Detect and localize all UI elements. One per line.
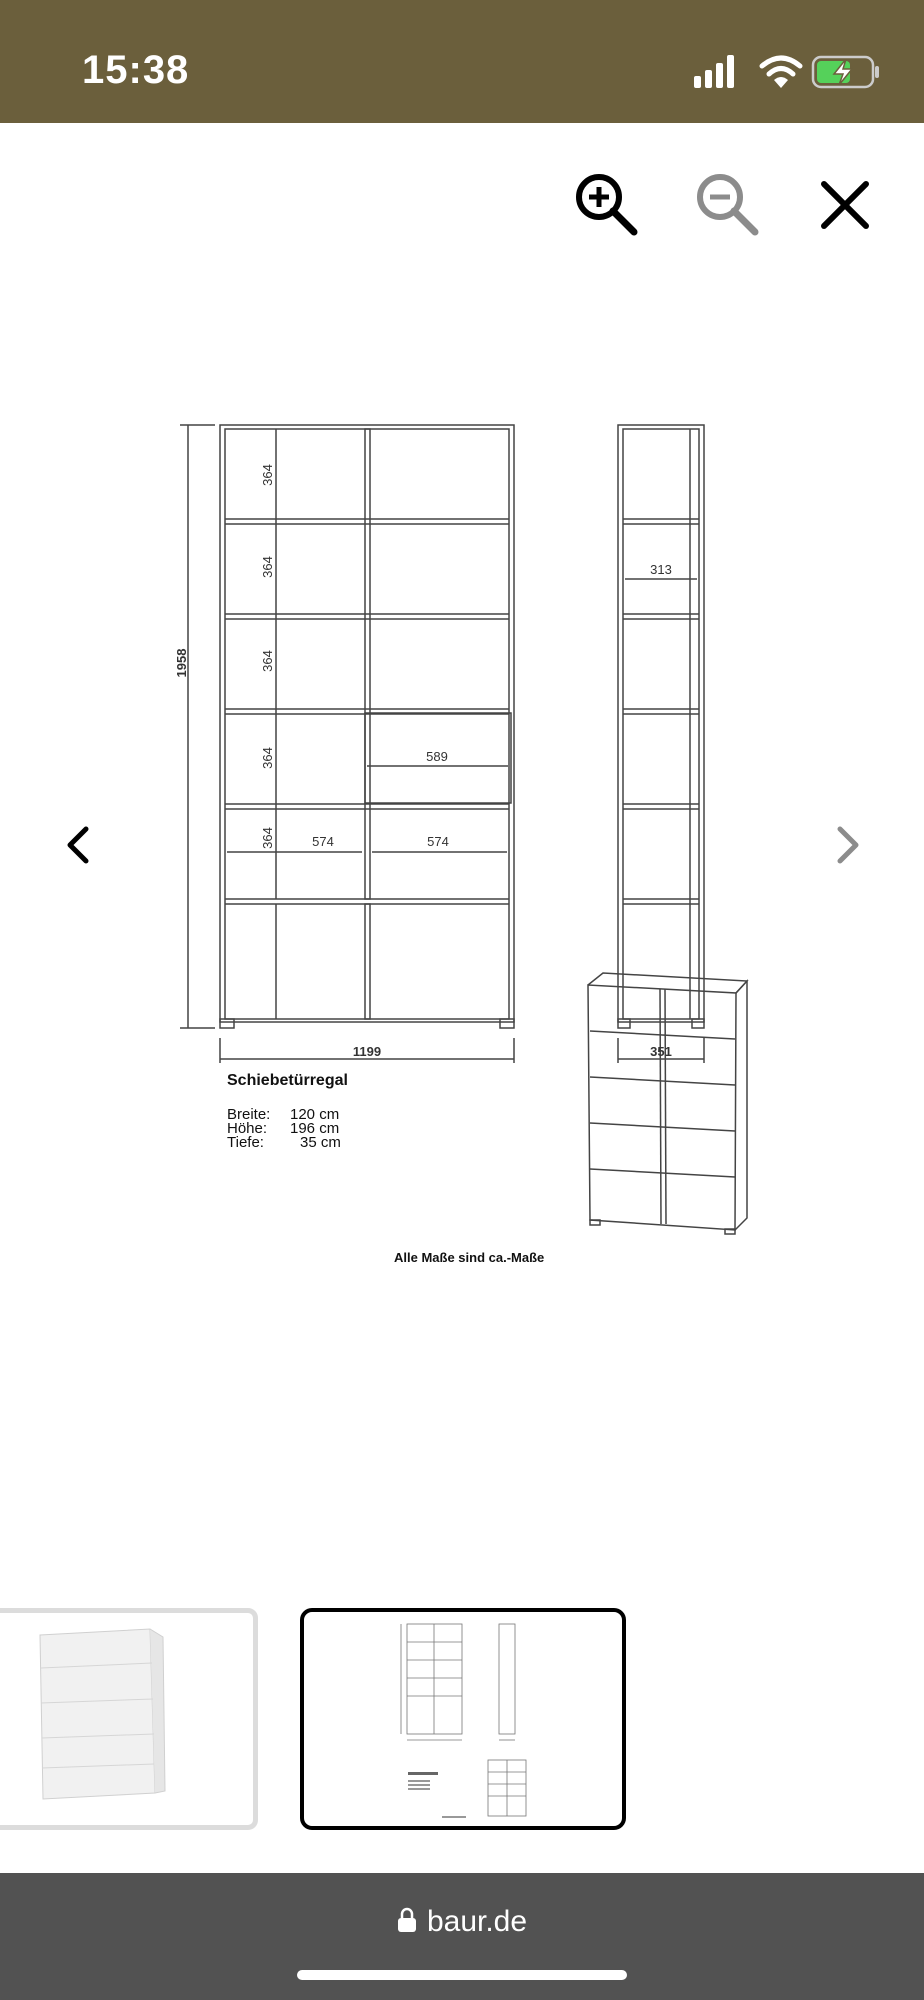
spec-value: 35 cm (300, 1134, 341, 1151)
wifi-icon (762, 58, 800, 88)
spec-value: 196 cm (290, 1120, 340, 1137)
dimension-label: 574 (312, 834, 334, 849)
url-display[interactable] (0, 1905, 924, 1939)
url-domain: baur.de (426, 1905, 528, 1938)
lock-icon (397, 1907, 417, 1933)
dimension-label: 1199 (352, 1044, 382, 1059)
dimension-label: 1958 (174, 648, 189, 678)
thumbnail-image (0, 1613, 253, 1825)
product-name: Schiebetürregal (227, 1072, 348, 1089)
spec-label: Höhe: (227, 1120, 268, 1137)
battery-charging-icon (813, 57, 879, 87)
previous-image-button[interactable] (53, 820, 103, 870)
dimension-label: 364 (260, 650, 275, 672)
footnote: Alle Maße sind ca.-Maße (394, 1250, 545, 1265)
dimension-label: 364 (260, 556, 275, 578)
spec-value: 120 cm (290, 1106, 340, 1123)
dimension-label: 351 (650, 1044, 672, 1059)
spec-label: Breite: (227, 1106, 271, 1123)
chevron-left-icon (53, 820, 103, 870)
home-indicator[interactable] (297, 1970, 627, 1980)
dimension-label: 364 (260, 747, 275, 769)
chevron-right-icon (823, 820, 873, 870)
status-icons (694, 52, 884, 92)
product-dimension-drawing (0, 123, 924, 1603)
dimension-label: 364 (260, 827, 275, 849)
thumbnail-2-selected[interactable] (300, 1608, 626, 1830)
dimension-label: 574 (427, 834, 449, 849)
image-viewer[interactable] (0, 123, 924, 1603)
signal-icon (694, 55, 734, 88)
spec-label: Tiefe: (227, 1134, 264, 1151)
dimension-label: 364 (260, 464, 275, 486)
status-time: 15:38 (82, 48, 190, 92)
next-image-button[interactable] (823, 820, 873, 870)
dimension-label: 313 (650, 562, 672, 577)
status-bar (0, 0, 924, 123)
thumbnail-1[interactable] (0, 1608, 258, 1830)
dimension-label: 589 (426, 749, 448, 764)
browser-url-bar[interactable] (0, 1873, 924, 2000)
thumbnail-image (304, 1612, 622, 1826)
